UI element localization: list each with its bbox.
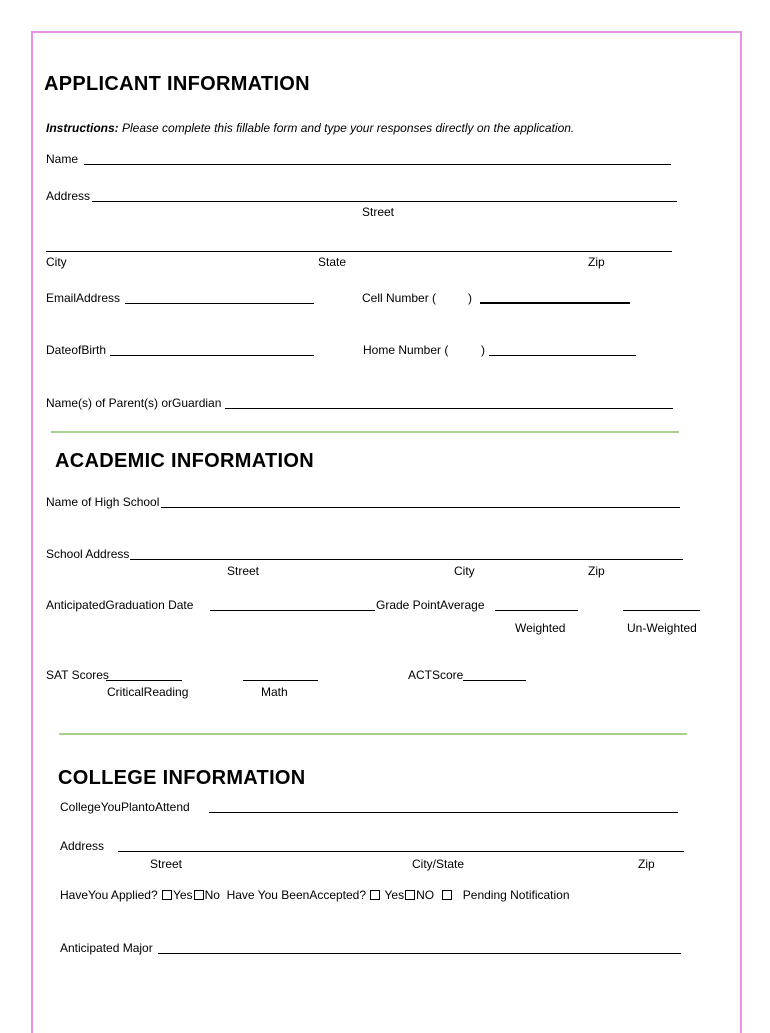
email-label: EmailAddress <box>46 291 121 305</box>
zip-caption: Zip <box>588 255 605 269</box>
gpa-label: Grade PointAverage <box>376 598 485 612</box>
accepted-yes-label: Yes <box>384 888 405 902</box>
pending-label: Pending Notification <box>462 888 570 902</box>
act-label: ACTScore <box>408 668 464 682</box>
divider-1 <box>51 431 679 433</box>
applied-row <box>60 888 570 902</box>
college-plan-label: CollegeYouPlantoAttend <box>60 800 190 814</box>
instructions <box>46 121 574 135</box>
grad-field[interactable] <box>210 610 375 611</box>
accepted-yes-checkbox[interactable] <box>370 890 380 900</box>
college-citystate-caption: City/State <box>412 857 465 871</box>
academic-heading: ACADEMIC INFORMATION <box>55 450 314 472</box>
school-street-caption: Street <box>227 564 260 578</box>
school-field[interactable] <box>161 507 680 508</box>
act-field[interactable] <box>463 680 526 681</box>
weighted-caption: Weighted <box>515 621 566 635</box>
dob-label: DateofBirth <box>46 343 107 357</box>
name-field[interactable] <box>84 164 671 165</box>
accepted-no-checkbox[interactable] <box>405 890 415 900</box>
school-city-caption: City <box>454 564 475 578</box>
name-label: Name <box>46 152 79 166</box>
accepted-no-label: NO <box>416 888 435 902</box>
college-address-field[interactable] <box>118 851 684 852</box>
major-label: Anticipated Major <box>60 941 153 955</box>
cell-label: Cell Number ( <box>362 291 437 305</box>
home-close-paren: ) <box>481 343 485 357</box>
sat-label: SAT Scores <box>46 668 109 682</box>
instructions-label: Instructions: <box>46 121 119 135</box>
applied-label: HaveYou Applied? <box>60 888 158 902</box>
major-field[interactable] <box>158 953 681 954</box>
grad-label: AnticipatedGraduation Date <box>46 598 194 612</box>
cell-close-paren: ) <box>468 291 472 305</box>
college-address-label: Address <box>60 839 105 853</box>
school-address-label: School Address <box>46 547 130 561</box>
college-zip-caption: Zip <box>638 857 655 871</box>
unweighted-caption: Un-Weighted <box>627 621 697 635</box>
address-label: Address <box>46 189 91 203</box>
gpa-weighted-field[interactable] <box>495 610 578 611</box>
street-caption: Street <box>362 205 395 219</box>
parent-field[interactable] <box>225 408 673 409</box>
page-frame <box>31 31 742 1033</box>
applicant-heading: APPLICANT INFORMATION <box>44 73 310 95</box>
sat-critical-field[interactable] <box>106 680 182 681</box>
accepted-label: Have You BeenAccepted? <box>226 888 367 902</box>
math-caption: Math <box>261 685 288 699</box>
cell-field[interactable] <box>480 302 630 304</box>
critical-caption: CriticalReading <box>107 685 189 699</box>
applied-no-label: No <box>204 888 220 902</box>
pending-checkbox[interactable] <box>442 890 452 900</box>
college-heading: COLLEGE INFORMATION <box>58 767 306 789</box>
college-street-caption: Street <box>150 857 183 871</box>
city-caption: City <box>46 255 67 269</box>
home-label: Home Number ( <box>363 343 449 357</box>
parent-label: Name(s) of Parent(s) orGuardian <box>46 396 222 410</box>
applied-yes-checkbox[interactable] <box>162 890 172 900</box>
state-caption: State <box>318 255 347 269</box>
email-field[interactable] <box>125 303 314 304</box>
dob-field[interactable] <box>110 355 314 356</box>
sat-math-field[interactable] <box>243 680 318 681</box>
school-label: Name of High School <box>46 495 160 509</box>
school-zip-caption: Zip <box>588 564 605 578</box>
instructions-text: Please complete this fillable form and type your responses directly on the application. <box>122 121 575 135</box>
address-street-field[interactable] <box>92 201 677 202</box>
applied-yes-label: Yes <box>172 888 193 902</box>
school-address-field[interactable] <box>130 559 683 560</box>
applied-no-checkbox[interactable] <box>194 890 204 900</box>
home-field[interactable] <box>489 355 636 356</box>
gpa-unweighted-field[interactable] <box>623 610 700 611</box>
address-city-field[interactable] <box>46 251 672 252</box>
college-plan-field[interactable] <box>209 812 678 813</box>
divider-2 <box>59 733 687 735</box>
